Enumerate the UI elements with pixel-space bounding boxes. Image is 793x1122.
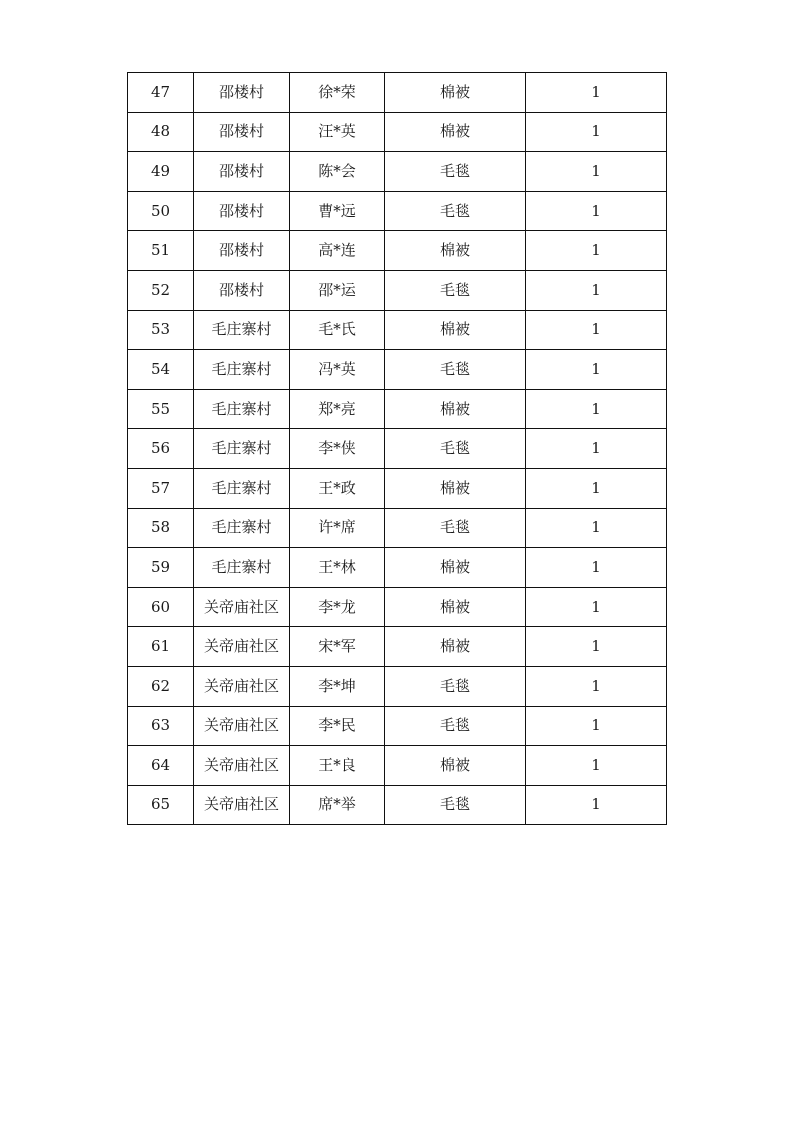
table-row (128, 310, 667, 350)
cell-item: 毛毯 (385, 508, 526, 548)
table-row (128, 706, 667, 746)
cell-quantity: 1 (526, 152, 667, 192)
table-row (128, 350, 667, 390)
cell-serial-number: 48 (128, 112, 194, 152)
table-row (128, 270, 667, 310)
cell-quantity: 1 (526, 191, 667, 231)
cell-quantity: 1 (526, 270, 667, 310)
cell-serial-number: 59 (128, 548, 194, 588)
cell-serial-number: 50 (128, 191, 194, 231)
cell-village: 毛庄寨村 (194, 508, 290, 548)
cell-recipient-name: 汪*英 (290, 112, 385, 152)
cell-village: 邵楼村 (194, 73, 290, 113)
cell-quantity: 1 (526, 389, 667, 429)
cell-item: 棉被 (385, 627, 526, 667)
cell-village: 关帝庙社区 (194, 746, 290, 786)
cell-recipient-name: 席*举 (290, 785, 385, 825)
table-row (128, 468, 667, 508)
cell-village: 关帝庙社区 (194, 785, 290, 825)
table-row (128, 429, 667, 469)
cell-village: 邵楼村 (194, 270, 290, 310)
cell-item: 棉被 (385, 231, 526, 271)
cell-quantity: 1 (526, 587, 667, 627)
cell-serial-number: 61 (128, 627, 194, 667)
cell-serial-number: 55 (128, 389, 194, 429)
cell-recipient-name: 王*良 (290, 746, 385, 786)
table-row (128, 666, 667, 706)
table-row (128, 587, 667, 627)
cell-serial-number: 65 (128, 785, 194, 825)
cell-serial-number: 63 (128, 706, 194, 746)
cell-quantity: 1 (526, 666, 667, 706)
cell-recipient-name: 陈*会 (290, 152, 385, 192)
cell-serial-number: 57 (128, 468, 194, 508)
cell-item: 棉被 (385, 746, 526, 786)
cell-item: 棉被 (385, 548, 526, 588)
cell-serial-number: 53 (128, 310, 194, 350)
cell-item: 棉被 (385, 587, 526, 627)
cell-village: 关帝庙社区 (194, 587, 290, 627)
cell-recipient-name: 李*侠 (290, 429, 385, 469)
cell-quantity: 1 (526, 468, 667, 508)
cell-village: 毛庄寨村 (194, 310, 290, 350)
table-row (128, 73, 667, 113)
cell-item: 毛毯 (385, 270, 526, 310)
table-row (128, 389, 667, 429)
cell-item: 毛毯 (385, 152, 526, 192)
cell-quantity: 1 (526, 746, 667, 786)
cell-village: 毛庄寨村 (194, 429, 290, 469)
cell-recipient-name: 冯*英 (290, 350, 385, 390)
cell-quantity: 1 (526, 350, 667, 390)
cell-serial-number: 58 (128, 508, 194, 548)
cell-recipient-name: 许*席 (290, 508, 385, 548)
table-row (128, 508, 667, 548)
cell-serial-number: 49 (128, 152, 194, 192)
cell-item: 棉被 (385, 73, 526, 113)
cell-item: 毛毯 (385, 429, 526, 469)
cell-village: 邵楼村 (194, 231, 290, 271)
table-row (128, 746, 667, 786)
cell-village: 邵楼村 (194, 112, 290, 152)
cell-serial-number: 56 (128, 429, 194, 469)
cell-item: 毛毯 (385, 706, 526, 746)
cell-quantity: 1 (526, 73, 667, 113)
cell-recipient-name: 王*政 (290, 468, 385, 508)
cell-quantity: 1 (526, 429, 667, 469)
cell-quantity: 1 (526, 231, 667, 271)
cell-recipient-name: 曹*远 (290, 191, 385, 231)
table-row (128, 152, 667, 192)
cell-recipient-name: 郑*亮 (290, 389, 385, 429)
cell-item: 毛毯 (385, 191, 526, 231)
cell-item: 棉被 (385, 389, 526, 429)
cell-recipient-name: 高*连 (290, 231, 385, 271)
cell-serial-number: 51 (128, 231, 194, 271)
cell-recipient-name: 宋*军 (290, 627, 385, 667)
cell-item: 棉被 (385, 112, 526, 152)
cell-village: 毛庄寨村 (194, 389, 290, 429)
cell-serial-number: 54 (128, 350, 194, 390)
table-row (128, 112, 667, 152)
cell-serial-number: 52 (128, 270, 194, 310)
cell-village: 邵楼村 (194, 152, 290, 192)
cell-serial-number: 62 (128, 666, 194, 706)
cell-item: 毛毯 (385, 785, 526, 825)
cell-village: 毛庄寨村 (194, 548, 290, 588)
table-body (128, 73, 667, 825)
table-row (128, 231, 667, 271)
cell-quantity: 1 (526, 310, 667, 350)
table-row (128, 191, 667, 231)
cell-quantity: 1 (526, 706, 667, 746)
cell-serial-number: 47 (128, 73, 194, 113)
cell-quantity: 1 (526, 112, 667, 152)
cell-village: 关帝庙社区 (194, 706, 290, 746)
cell-village: 毛庄寨村 (194, 468, 290, 508)
cell-item: 毛毯 (385, 350, 526, 390)
cell-recipient-name: 李*坤 (290, 666, 385, 706)
cell-recipient-name: 徐*荣 (290, 73, 385, 113)
table-row (128, 627, 667, 667)
cell-serial-number: 60 (128, 587, 194, 627)
table-row (128, 548, 667, 588)
cell-village: 邵楼村 (194, 191, 290, 231)
cell-quantity: 1 (526, 508, 667, 548)
cell-village: 毛庄寨村 (194, 350, 290, 390)
cell-village: 关帝庙社区 (194, 666, 290, 706)
cell-recipient-name: 李*民 (290, 706, 385, 746)
cell-recipient-name: 邵*运 (290, 270, 385, 310)
cell-quantity: 1 (526, 627, 667, 667)
cell-serial-number: 64 (128, 746, 194, 786)
table-row (128, 785, 667, 825)
cell-recipient-name: 李*龙 (290, 587, 385, 627)
cell-item: 棉被 (385, 310, 526, 350)
cell-item: 毛毯 (385, 666, 526, 706)
cell-recipient-name: 王*林 (290, 548, 385, 588)
cell-recipient-name: 毛*氏 (290, 310, 385, 350)
cell-village: 关帝庙社区 (194, 627, 290, 667)
distribution-table (127, 72, 667, 825)
cell-item: 棉被 (385, 468, 526, 508)
cell-quantity: 1 (526, 548, 667, 588)
cell-quantity: 1 (526, 785, 667, 825)
